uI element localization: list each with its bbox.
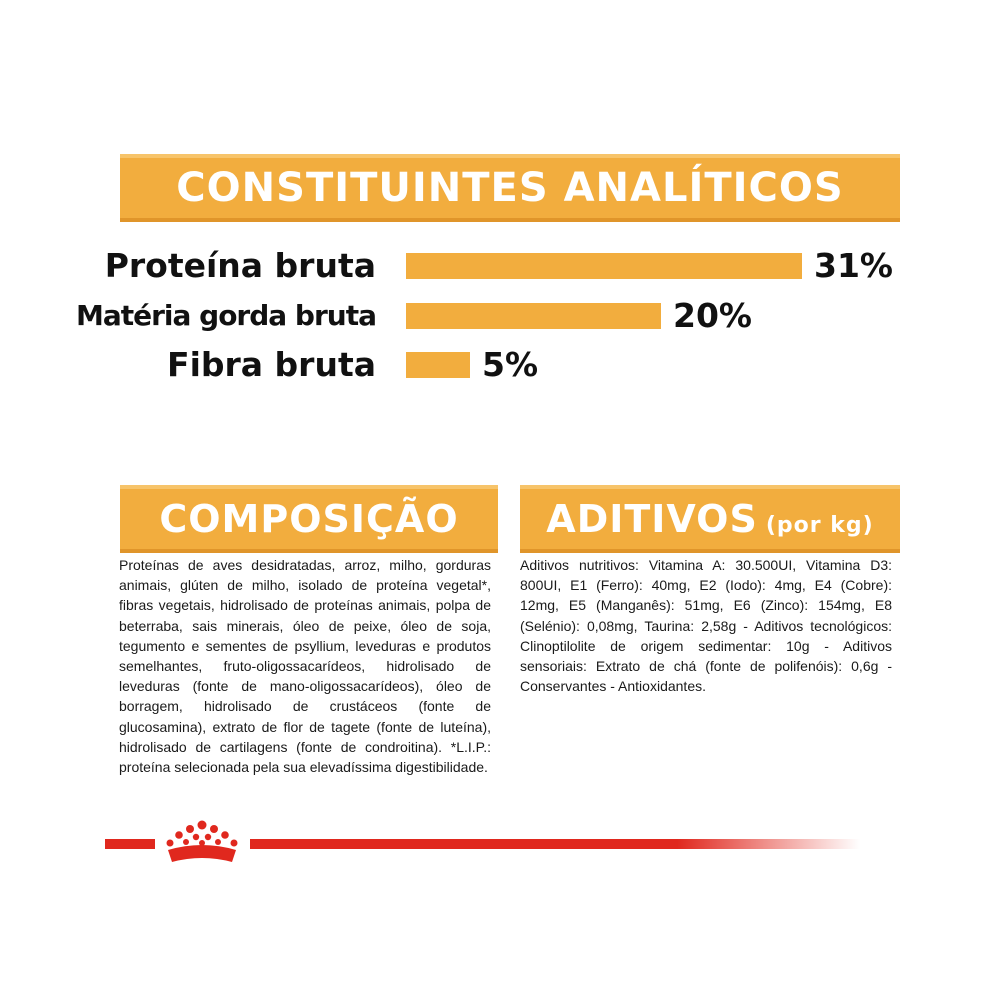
analytic-bar bbox=[406, 303, 661, 329]
additives-text: Aditivos nutritivos: Vitamina A: 30.500UI, Vitamina D3: 800UI, E1 (Ferro): 40mg, E2 (Iodo): 4mg, E4 (Cobre): 12mg, E5 (Manganês): 51mg, E6 (Zinco): 154mg, E8 (Selénio): 0,08mg, Taurina: 2,58g - Aditivos tecnológicos: Clinoptilolite de origem sedimentar: 10g - Aditivos sensoriais: Extrato de chá (fonte de polifenóis): 0,6g - Conservantes - Antioxidantes. bbox=[520, 557, 892, 695]
analytic-label: Fibra bruta bbox=[167, 345, 376, 384]
composition-banner bbox=[120, 485, 498, 553]
crown-icon bbox=[158, 818, 246, 866]
analytic-label: Proteína bruta bbox=[104, 246, 376, 285]
analytic-bar bbox=[406, 253, 802, 279]
analytic-row-fat bbox=[0, 296, 1000, 336]
additives-banner bbox=[520, 485, 900, 553]
additives-title: ADITIVOS bbox=[546, 497, 758, 541]
composition-text: Proteínas de aves desidratadas, arroz, milho, gorduras animais, glúten de milho, isolado de proteína vegetal*, fibras vegetais, hidrolisado de proteínas animais, polpa de beterraba, sais minerais, óleo de peixe, óleo de soja, tegumento e sementes de psyllium, leveduras e produtos semelhantes, fruto-oligossacarídeos, hidrolisado de leveduras (fonte de mano-oligossacarídeos), óleo de borragem, hidrolisado de crustáceos (fonte de glucosamina), extrato de flor de tagete (fonte de luteína), hidrolisado de cartilagens (fonte de condroitina). *L.I.P.: proteína selecionada pela sua elevadíssima digestibilidade. bbox=[119, 557, 491, 776]
analytics-title: CONSTITUINTES ANALÍTICOS bbox=[176, 165, 844, 211]
analytic-row-protein bbox=[0, 246, 1000, 286]
analytic-value: 20% bbox=[673, 296, 752, 335]
composition-title: COMPOSIÇÃO bbox=[159, 497, 459, 541]
analytic-label: Matéria gorda bruta bbox=[75, 299, 376, 332]
analytics-banner bbox=[120, 154, 900, 222]
additives-title-suffix: (por kg) bbox=[765, 512, 874, 538]
brand-line-right bbox=[250, 839, 860, 849]
analytic-value: 5% bbox=[482, 345, 539, 384]
analytic-bar bbox=[406, 352, 470, 378]
analytic-value: 31% bbox=[814, 246, 893, 285]
brand-line-left bbox=[105, 839, 155, 849]
analytic-row-fiber bbox=[0, 345, 1000, 385]
